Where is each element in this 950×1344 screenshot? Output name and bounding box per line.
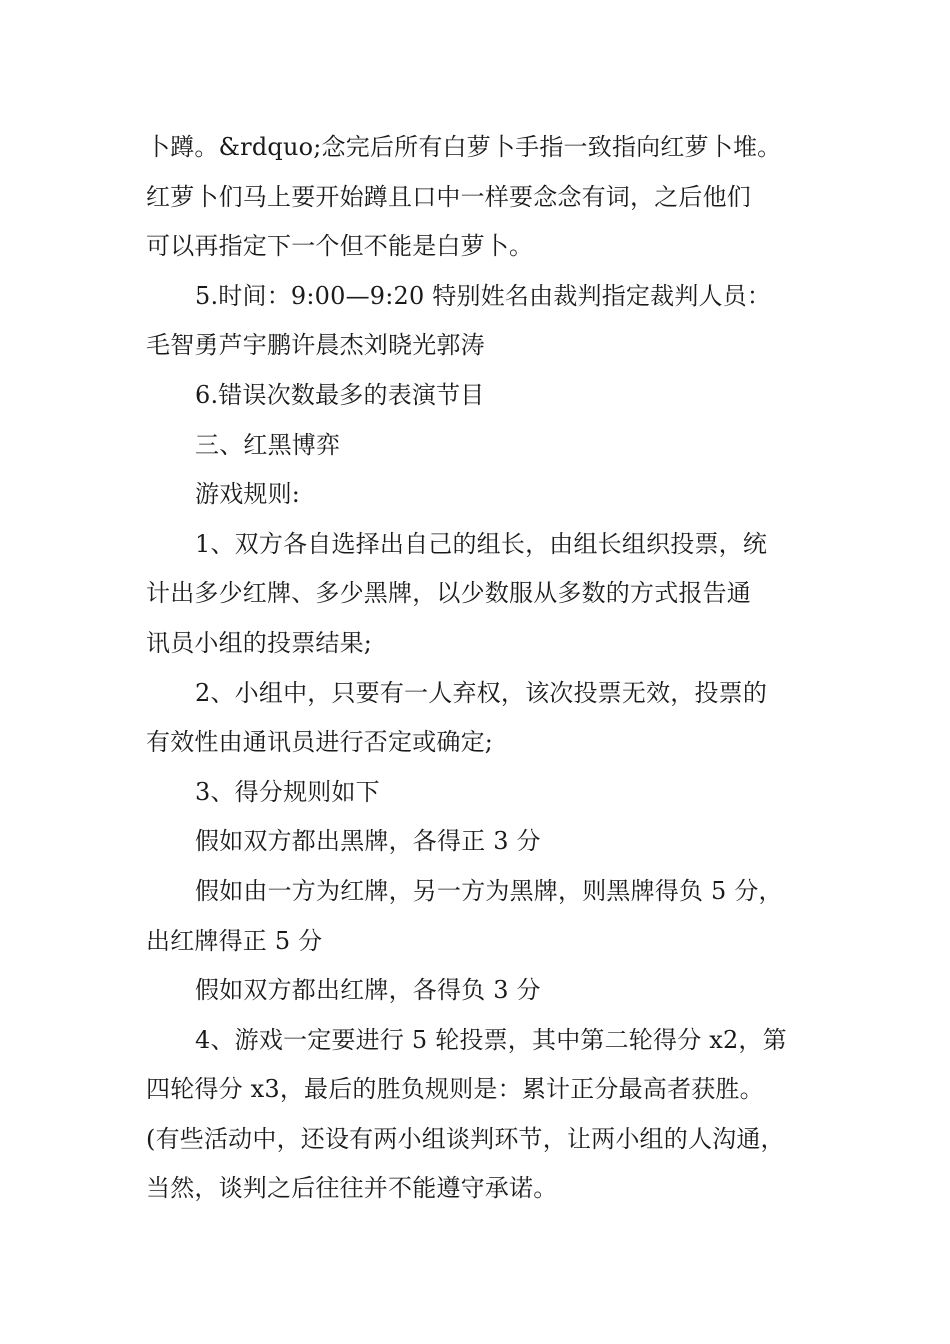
document-body [146,123,826,1214]
paragraph-rules-label: 游戏规则: [195,480,301,509]
paragraph-rule-4: 4、游戏一定要进行 5 轮投票，其中第二轮得分 x2，第 四轮得分 x3，最后的胜负规则是：累计正分最高者获胜。 (有些活动中，还设有两小组谈判环节，让两小组的人沟通， 当然，谈判之后往往并不能遵守承诺。 [146,1025,787,1203]
paragraph-time-referees: 5.时间：9:00—9:20 特别姓名由裁判指定裁判人员： 毛智勇芦宇鹏许晨杰刘晓光郭涛 [146,281,772,360]
paragraph-score-both-red: 假如双方都出红牌，各得负 3 分 [195,976,541,1005]
paragraph-score-both-black: 假如双方都出黑牌，各得正 3 分 [195,827,541,856]
paragraph-continuation: 卜蹲。&rdquo;念完后所有白萝卜手指一致指向红萝卜堆。 红萝卜们马上要开始蹲且口中一样要念念有词，之后他们 可以再指定下一个但不能是白萝卜。 [146,133,782,261]
paragraph-score-red-black: 假如由一方为红牌，另一方为黑牌，则黑牌得负 5 分， 出红牌得正 5 分 [146,876,783,955]
section-heading-red-black-game: 三、红黑博弈 [195,430,341,459]
paragraph-most-errors: 6.错误次数最多的表演节目 [195,380,485,409]
paragraph-rule-3: 3、得分规则如下 [195,777,380,806]
paragraph-rule-2: 2、小组中，只要有一人弃权，该次投票无效，投票的 有效性由通讯员进行否定或确定; [146,678,768,757]
paragraph-rule-1: 1、双方各自选择出自己的组长，由组长组织投票，统 计出多少红牌、多少黑牌，以少数服从多数的方式报告通 讯员小组的投票结果; [146,529,768,657]
